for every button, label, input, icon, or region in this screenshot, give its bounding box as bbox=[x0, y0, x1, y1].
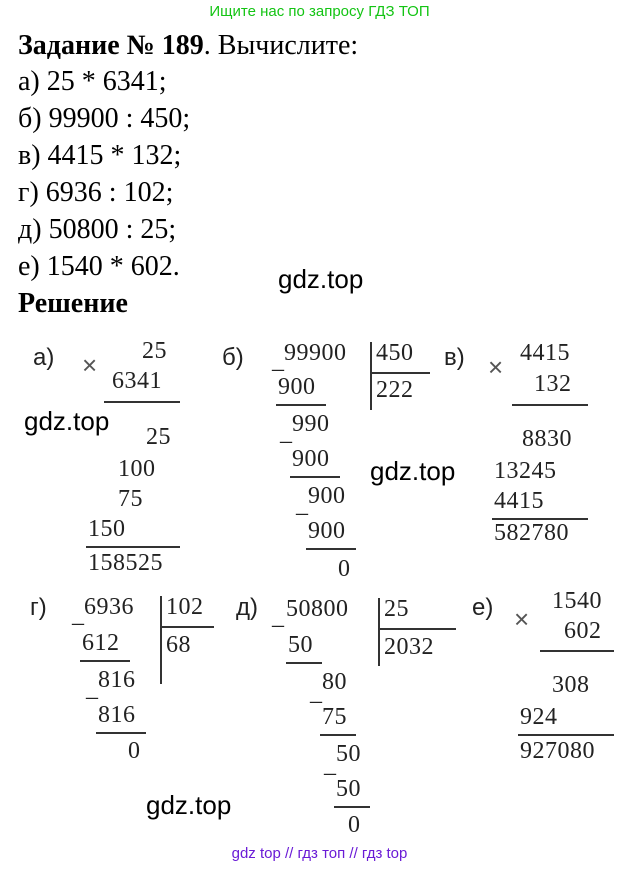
work-d-rule bbox=[378, 628, 456, 630]
work-v-line: 132 bbox=[534, 371, 572, 397]
work-b-step: 900 bbox=[308, 518, 346, 544]
work-g-label: г) bbox=[30, 594, 47, 621]
work-a-line: 150 bbox=[88, 516, 126, 542]
work-d-rule bbox=[334, 806, 370, 808]
work-a-line: 6341 bbox=[112, 368, 162, 394]
multiply-sign: × bbox=[514, 604, 530, 634]
work-e-label: е) bbox=[472, 594, 494, 621]
minus-sign: _ bbox=[280, 420, 293, 446]
work-v-line: 4415 bbox=[494, 488, 544, 514]
work-g-remainder: 0 bbox=[128, 738, 141, 764]
work-e-result: 927080 bbox=[520, 738, 595, 764]
task-title bbox=[18, 30, 358, 62]
work-g-divisor: 102 bbox=[166, 594, 204, 620]
work-d-step: 80 bbox=[322, 669, 347, 695]
solution-heading: Решение bbox=[18, 288, 128, 319]
work-e-line: 1540 bbox=[552, 588, 602, 614]
work-d-step: 50 bbox=[336, 741, 361, 767]
task-item-d: д) 50800 : 25; bbox=[18, 214, 177, 245]
work-b-step: 900 bbox=[292, 446, 330, 472]
watermark: gdz.top bbox=[278, 264, 364, 294]
work-g-step: 612 bbox=[82, 630, 120, 656]
work-d-rule bbox=[286, 662, 322, 664]
work-a-result: 158525 bbox=[88, 550, 163, 576]
top-banner: Ищите нас по запросу ГДЗ ТОП bbox=[209, 3, 430, 20]
work-g-step: 816 bbox=[98, 702, 136, 728]
minus-sign: _ bbox=[272, 348, 285, 374]
work-v-line: 4415 bbox=[520, 340, 570, 366]
work-a-label: а) bbox=[33, 344, 55, 371]
task-instruction: . Вычислите: bbox=[203, 30, 359, 61]
work-b-label: б) bbox=[222, 344, 244, 371]
work-b-remainder: 0 bbox=[338, 556, 351, 582]
work-v-line: 8830 bbox=[522, 426, 572, 452]
task-item-e: е) 1540 * 602. bbox=[18, 251, 180, 282]
work-d-label: д) bbox=[236, 594, 258, 621]
work-e-line: 924 bbox=[520, 704, 558, 730]
work-b-rule bbox=[276, 404, 326, 406]
work-b-rule bbox=[306, 548, 356, 550]
work-a-line: 75 bbox=[118, 486, 143, 512]
task-item-b: б) 99900 : 450; bbox=[18, 103, 191, 134]
work-g-rule bbox=[96, 732, 146, 734]
work-b-step: 900 bbox=[308, 483, 346, 509]
work-d-remainder: 0 bbox=[348, 812, 361, 838]
minus-sign: _ bbox=[310, 680, 323, 706]
watermark: gdz.top bbox=[370, 456, 456, 486]
work-e-line: 308 bbox=[552, 672, 590, 698]
work-b-quotient: 222 bbox=[376, 377, 414, 403]
work-d-step: 50 bbox=[336, 776, 361, 802]
task-number: Задание № 189 bbox=[18, 30, 204, 61]
task-item-g: г) 6936 : 102; bbox=[18, 177, 174, 208]
task-item-a: а) 25 * 6341; bbox=[18, 66, 167, 97]
minus-sign: _ bbox=[86, 676, 99, 702]
watermark: gdz.top bbox=[24, 406, 110, 436]
minus-sign: _ bbox=[272, 604, 285, 630]
work-e-rule bbox=[540, 650, 614, 652]
work-a-line: 100 bbox=[118, 456, 156, 482]
work-g-divider bbox=[160, 596, 162, 684]
work-g-rule bbox=[160, 626, 214, 628]
work-b-dividend: 99900 bbox=[284, 340, 347, 366]
work-b-rule bbox=[290, 476, 340, 478]
work-d-dividend: 50800 bbox=[286, 596, 349, 622]
watermark: gdz.top bbox=[146, 790, 232, 820]
work-a-line: 25 bbox=[142, 338, 167, 364]
work-g-dividend: 6936 bbox=[84, 594, 134, 620]
work-d-rule bbox=[320, 734, 356, 736]
work-v-line: 13245 bbox=[494, 458, 557, 484]
work-d-step: 75 bbox=[322, 704, 347, 730]
work-b-step: 900 bbox=[278, 374, 316, 400]
multiply-sign: × bbox=[488, 352, 504, 382]
work-v-result: 582780 bbox=[494, 520, 569, 546]
work-a-line: 25 bbox=[146, 424, 171, 450]
work-v-rule bbox=[512, 404, 588, 406]
multiply-sign: × bbox=[82, 350, 98, 380]
work-d-quotient: 2032 bbox=[384, 634, 434, 660]
work-a-rule bbox=[86, 546, 180, 548]
minus-sign: _ bbox=[72, 602, 85, 628]
work-v-label: в) bbox=[444, 344, 465, 371]
work-d-divisor: 25 bbox=[384, 596, 409, 622]
task-item-v: в) 4415 * 132; bbox=[18, 140, 182, 171]
work-b-divider bbox=[370, 342, 372, 410]
work-b-step: 990 bbox=[292, 411, 330, 437]
work-d-step: 50 bbox=[288, 632, 313, 658]
work-g-step: 816 bbox=[98, 667, 136, 693]
work-b-rule bbox=[370, 372, 430, 374]
bottom-banner: gdz top // гдз топ // гдз top bbox=[231, 845, 408, 862]
work-e-rule bbox=[518, 734, 614, 736]
minus-sign: _ bbox=[324, 752, 337, 778]
work-b-divisor: 450 bbox=[376, 340, 414, 366]
minus-sign: _ bbox=[296, 492, 309, 518]
work-g-quotient: 68 bbox=[166, 632, 191, 658]
work-e-line: 602 bbox=[564, 618, 602, 644]
work-d-divider bbox=[378, 598, 380, 666]
work-a-rule bbox=[104, 401, 180, 403]
work-g-rule bbox=[80, 660, 130, 662]
